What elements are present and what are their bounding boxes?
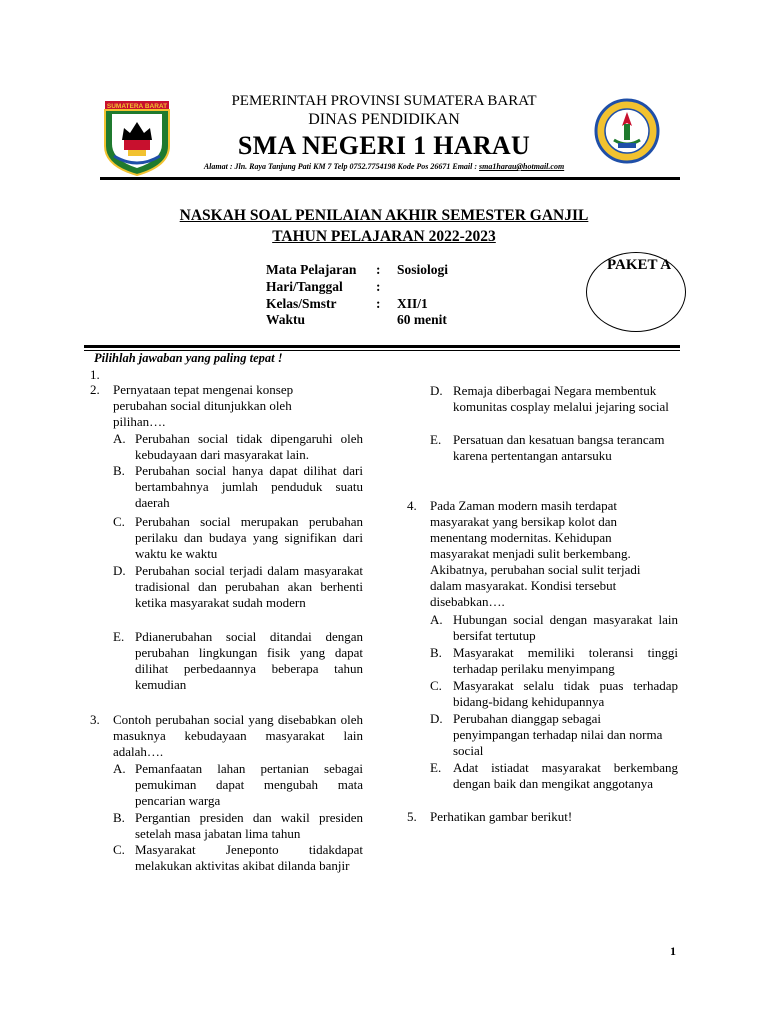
option-text: Adat istiadat masyarakat berkembang dengan baik dan mengikat anggotanya bbox=[453, 760, 678, 791]
option-text: Hubungan social dengan masyarakat lain bersifat tertutup bbox=[453, 612, 678, 643]
logo-left-text: SUMATERA BARAT bbox=[106, 103, 168, 110]
option-letter: C. bbox=[430, 678, 442, 693]
option-text: Perubahan social terjadi dalam masyarakat tradisional dan perubahan akan berhenti ketika masyarakat sudah modern bbox=[135, 563, 363, 610]
address-text: Alamat : Jln. Raya Tanjung Pati KM 7 Telp 0752.7754198 Kode Pos 26671 Email : bbox=[203, 162, 480, 171]
department-name: DINAS PENDIDIKAN bbox=[308, 111, 460, 128]
option-letter: E. bbox=[430, 760, 442, 775]
option-text: Masyarakat memiliki toleransi tinggi terhadap perilaku menyimpang bbox=[453, 645, 678, 676]
info-value: 60 menit bbox=[397, 312, 447, 327]
question-number: 5. bbox=[407, 809, 417, 824]
exam-title: NASKAH SOAL PENILAIAN AKHIR SEMESTER GANJIL bbox=[179, 207, 589, 224]
option-text: Persatuan dan kesatuan bangsa terancam karena pertentangan antarsuku bbox=[453, 432, 665, 463]
option-text: Perubahan dianggap sebagai penyimpangan terhadap nilai dan norma social bbox=[453, 711, 663, 758]
option-text: Perubahan social tidak dipengaruhi oleh kebudayaan dari masyarakat lain. bbox=[135, 431, 363, 462]
question-text: Pernyataan tepat mengenai konsep perubahan social ditunjukkan oleh pilihan…. bbox=[113, 382, 294, 429]
option-letter: C. bbox=[113, 514, 125, 529]
info-label: Kelas/Smstr bbox=[266, 296, 337, 311]
option-text: Remaja diberbagai Negara membentuk komunitas cosplay melalui jejaring social bbox=[453, 383, 669, 414]
question-text: Contoh perubahan social yang disebabkan oleh masuknya kebudayaan masyarakat lain adalah…. bbox=[113, 712, 363, 759]
question-number: 4. bbox=[407, 498, 417, 513]
info-value: XII/1 bbox=[397, 296, 428, 311]
option-letter: C. bbox=[113, 842, 125, 857]
option-letter: B. bbox=[113, 463, 125, 478]
option-letter: D. bbox=[430, 711, 443, 726]
option-text: Masyarakat Jeneponto tidakdapat melakukan aktivitas akibat dilanda banjir bbox=[135, 842, 363, 873]
question-number: 3. bbox=[90, 712, 100, 727]
question-number: 1. bbox=[90, 367, 100, 382]
option-letter: B. bbox=[113, 810, 125, 825]
question-text: Pada Zaman modern masih terdapat masyarakat yang bersikap kolot dan menentang modernitas. Kehidupan masyarakat menjadi sulit berkembang. Akibatnya, perubahan social sulit terjadi dalam masyarakat. Kondisi tersebut disebabkan…. bbox=[430, 498, 641, 609]
paket-label: PAKET A bbox=[607, 257, 672, 273]
option-letter: A. bbox=[430, 612, 443, 627]
option-text: Perubahan social hanya dapat dilihat dari bertambahnya jumlah penduduk suatu daerah bbox=[135, 463, 363, 510]
option-text: Pdianerubahan social ditandai dengan perubahan lingkungan fisik yang dapat dilihat perbedaannya beberapa tahun kemudian bbox=[135, 629, 363, 692]
exam-year: TAHUN PELAJARAN 2022-2023 bbox=[272, 228, 496, 245]
section-divider-thick bbox=[84, 345, 680, 348]
question-text: Perhatikan gambar berikut! bbox=[430, 809, 573, 824]
info-label: Mata Pelajaran bbox=[266, 262, 357, 277]
option-letter: A. bbox=[113, 431, 126, 446]
page-number: 1 bbox=[670, 944, 676, 958]
instruction-text: Pilihlah jawaban yang paling tepat ! bbox=[94, 351, 283, 365]
option-letter: A. bbox=[113, 761, 126, 776]
option-letter: D. bbox=[113, 563, 126, 578]
option-letter: E. bbox=[430, 432, 442, 447]
question-number: 2. bbox=[90, 382, 100, 397]
info-label: Waktu bbox=[266, 312, 306, 327]
option-text: Perubahan social merupakan perubahan perilaku dan budaya yang signifikan dari waktu ke waktu bbox=[135, 514, 363, 561]
info-separator: : bbox=[376, 279, 381, 294]
option-text: Pergantian presiden dan wakil presiden setelah masa jabatan lima tahun bbox=[135, 810, 363, 841]
info-value: Sosiologi bbox=[397, 262, 449, 277]
option-text: Pemanfaatan lahan pertanian sebagai pemukiman dapat mengubah mata pencarian warga bbox=[135, 761, 363, 808]
school-address bbox=[0, 162, 768, 171]
option-letter: E. bbox=[113, 629, 125, 644]
header-divider bbox=[100, 177, 680, 180]
info-separator: : bbox=[376, 262, 381, 277]
option-text: Masyarakat selalu tidak puas terhadap bidang-bidang kehidupannya bbox=[453, 678, 678, 709]
info-separator: : bbox=[376, 296, 381, 311]
info-label: Hari/Tanggal bbox=[266, 279, 343, 294]
school-email: sma1harau@hotmail.com bbox=[479, 162, 565, 171]
option-letter: B. bbox=[430, 645, 442, 660]
option-letter: D. bbox=[430, 383, 443, 398]
school-name: SMA NEGERI 1 HARAU bbox=[237, 131, 531, 160]
government-name: PEMERINTAH PROVINSI SUMATERA BARAT bbox=[231, 93, 537, 109]
